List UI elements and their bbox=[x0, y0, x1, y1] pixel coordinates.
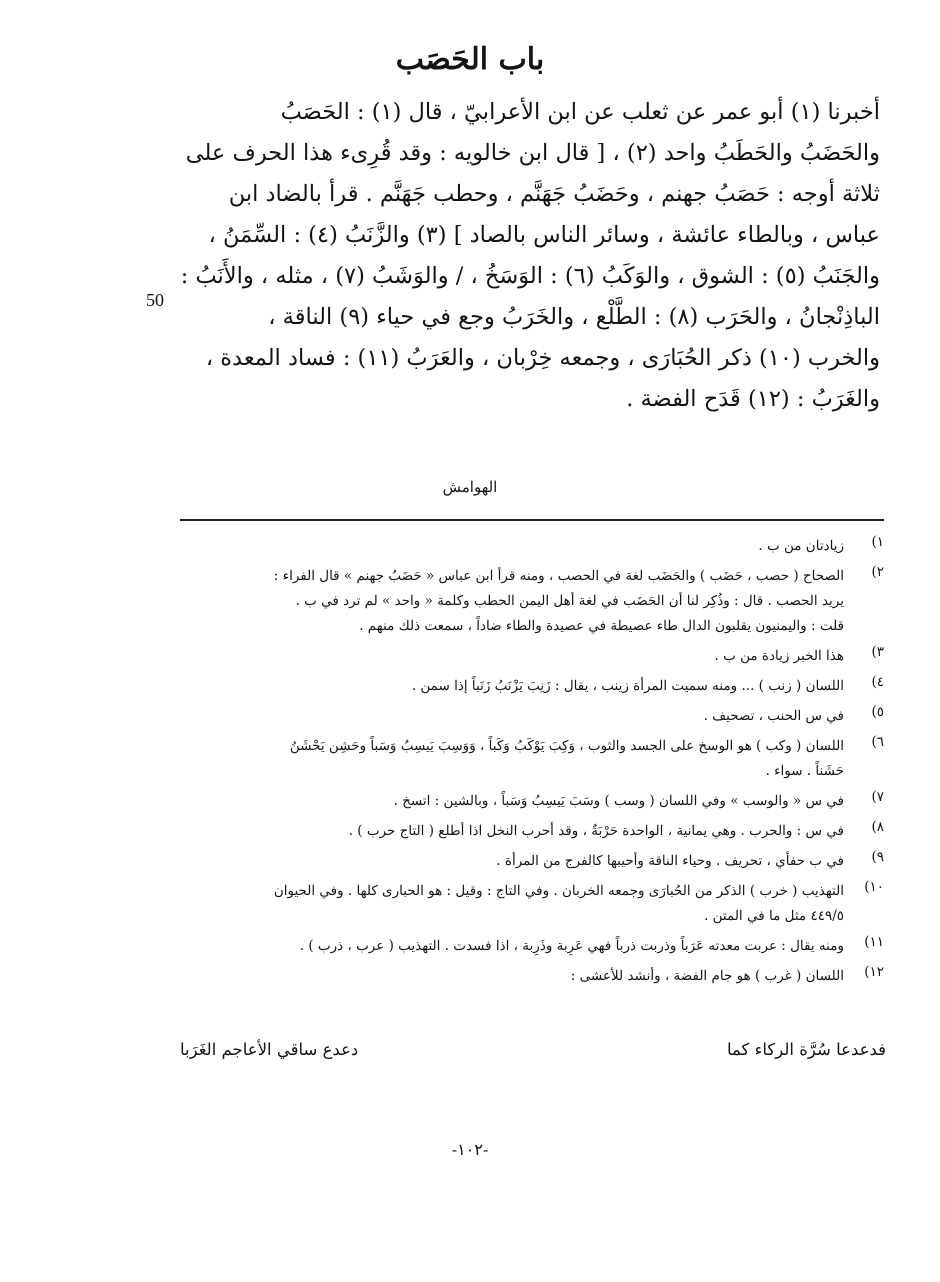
footnote-text bbox=[178, 704, 844, 729]
footnote bbox=[178, 674, 884, 699]
footnote-line: في س الحنب ، تصحيف . bbox=[703, 708, 844, 724]
footnote-text bbox=[178, 534, 844, 559]
footnotes-list bbox=[178, 534, 884, 994]
main-text bbox=[170, 92, 880, 420]
footnote-line: الصحاح ( حصب ، حَضَب ) والحَضَب لغة في الحصب ، ومنه قرأ ابن عباس « حَضَبُ جهنم » قال الفراء : bbox=[273, 568, 844, 584]
footnote bbox=[178, 789, 884, 814]
footnote-text bbox=[178, 734, 844, 784]
footnote-number: ١) bbox=[871, 534, 884, 550]
footnote-text bbox=[178, 644, 844, 669]
footnote-number: ٧) bbox=[871, 789, 884, 805]
footnote-line: في ب حفأي ، تحريف . وحياء الناقة وأحيبها كالفرج من المرأة . bbox=[496, 853, 844, 869]
main-text-line: أخبرنا (١) أبو عمر عن ثعلب عن ابن الأعرابيّ ، قال (١) : الحَصَبُ bbox=[280, 99, 880, 125]
footnote-text bbox=[178, 879, 844, 929]
footnote-line: في س « والوسب » وفي اللسان ( وسب ) وسَبَ يَيسِبُ وَسَباً ، وبالشين : اتسخ . bbox=[393, 793, 844, 809]
chapter-title: باب الحَصَب bbox=[395, 42, 545, 77]
footnote bbox=[178, 849, 884, 874]
poetry-verse bbox=[180, 1040, 886, 1059]
footnote-number: ٨) bbox=[871, 819, 884, 835]
main-text-line: والخرب (١٠) ذكر الحُبَارَى ، وجمعه خِرْبان ، والعَرَبُ (١١) : فساد المعدة ، bbox=[205, 345, 880, 371]
footnote-line: ٤٤٩/٥ مثل ما في المتن . bbox=[704, 908, 844, 924]
footnote-line: اللسان ( غرب ) هو جام الفضة ، وأنشد للأعشى : bbox=[570, 968, 844, 984]
footnote bbox=[178, 644, 884, 669]
footnote-line: هذا الخبر زيادة من ب . bbox=[714, 648, 844, 664]
main-text-line: الباذِنْجانُ ، والحَرَب (٨) : الطَّلْع ، والخَرَبُ وجع في حياء (٩) الناقة ، bbox=[268, 304, 880, 330]
main-text-line: والحَضَبُ والحَطَبُ واحد (٢) ، [ قال ابن خالويه : وقد قُرِىء هذا الحرف على bbox=[185, 140, 880, 166]
main-text-line: والغَرَبُ : (١٢) قَدَح الفضة . bbox=[626, 386, 880, 412]
footnote-text bbox=[178, 789, 844, 814]
footnote-line: ومنه يقال : عربت معدته عَرَباً وذربت ذرباً فهي عَرِبة وذَرِبة ، اذا فسدت . التهذيب ( عرب ، ذرب ) . bbox=[299, 938, 844, 954]
footnote-line: اللسان ( زنب ) ... ومنه سميت المرأة زينب ، يقال : زَنِبَ يَزْنَبُ زَنَباً إذا سمن . bbox=[411, 678, 844, 694]
footnotes-heading: الهوامش bbox=[442, 478, 498, 496]
footnote bbox=[178, 734, 884, 784]
footnote-text bbox=[178, 564, 844, 639]
footnotes-divider bbox=[180, 519, 884, 521]
footnote-line: التهذيب ( خرب ) الذكر من الحُبارَى وجمعه الخربان . وفي التاج : وقيل : هو الحبارى كلها . وفي الحيوان bbox=[273, 883, 844, 899]
footnote bbox=[178, 704, 884, 729]
footnote-line: اللسان ( وكب ) هو الوسخ على الجسد والثوب ، وَكِبَ يَوْكَبُ وَكَباً ، وَوَسِبَ يَيسِبُ وَسَباً وحَشِن يَحْشَنُ bbox=[289, 738, 844, 754]
footnote-line: يريد الحصب . قال : وذُكِر لنا أن الحَضَب في لغة أهل اليمن الحطب وكلمة « واحد » لم ترد في ب . bbox=[295, 593, 844, 609]
main-text-line: عباس ، وبالطاء عائشة ، وسائر الناس بالصاد ] (٣) والزَّنَبُ (٤) : السِّمَنُ ، bbox=[208, 222, 880, 248]
footnote-number: ١٢) bbox=[864, 964, 884, 980]
footnote-text bbox=[178, 819, 844, 844]
footnote-line: زيادتان من ب . bbox=[758, 538, 844, 554]
footnote-text bbox=[178, 934, 844, 959]
main-text-line: والجَنَبُ (٥) : الشوق ، والوَكَبُ (٦) : الوَسَخُ ، / والوَشَبُ (٧) ، مثله ، والأَنَبُ : bbox=[180, 263, 880, 289]
footnote-line: في س : والحرب . وهي يمانية ، الواحدة حَرْبَةٌ ، وقد أحرب النخل اذا أطلع ( التاج حرب ) . bbox=[348, 823, 844, 839]
main-text-line: ثلاثة أوجه : حَصَبُ جهنم ، وحَضَبُ جَهَنَّم ، وحطب جَهَنَّم . قرأ بالضاد ابن bbox=[228, 181, 880, 207]
footnote bbox=[178, 534, 884, 559]
footnote bbox=[178, 819, 884, 844]
footnote bbox=[178, 879, 884, 929]
footnote-number: ٣) bbox=[871, 644, 884, 660]
footnote-line: قلت : واليمنيون يقلبون الدال طاء عصيطة في عصيدة والطاء ضاداً ، سمعت ذلك منهم . bbox=[359, 618, 844, 634]
footnote-number: ١١) bbox=[864, 934, 884, 950]
footnote-number: ٦) bbox=[871, 734, 884, 750]
footnote-text bbox=[178, 849, 844, 874]
footnote-number: ٥) bbox=[871, 704, 884, 720]
footnote-text bbox=[178, 964, 844, 989]
footnote-line: حَشَناً . سواء . bbox=[765, 763, 844, 779]
footnote-number: ٩) bbox=[871, 849, 884, 865]
footnote-text bbox=[178, 674, 844, 699]
verse-first-hemistich: فدعدعا سُرَّة الركاء كما bbox=[726, 1040, 886, 1059]
footnote-number: ١٠) bbox=[864, 879, 884, 895]
footnote-number: ٢) bbox=[871, 564, 884, 580]
page-number: -١٠٢- bbox=[451, 1140, 489, 1159]
footnote-number: ٤) bbox=[871, 674, 884, 690]
footnote bbox=[178, 964, 884, 989]
footnote bbox=[178, 564, 884, 639]
footnote bbox=[178, 934, 884, 959]
verse-second-hemistich: دعدع ساقي الأعاجم الغَرَبا bbox=[180, 1040, 359, 1059]
margin-page-number: 50 bbox=[146, 290, 164, 310]
